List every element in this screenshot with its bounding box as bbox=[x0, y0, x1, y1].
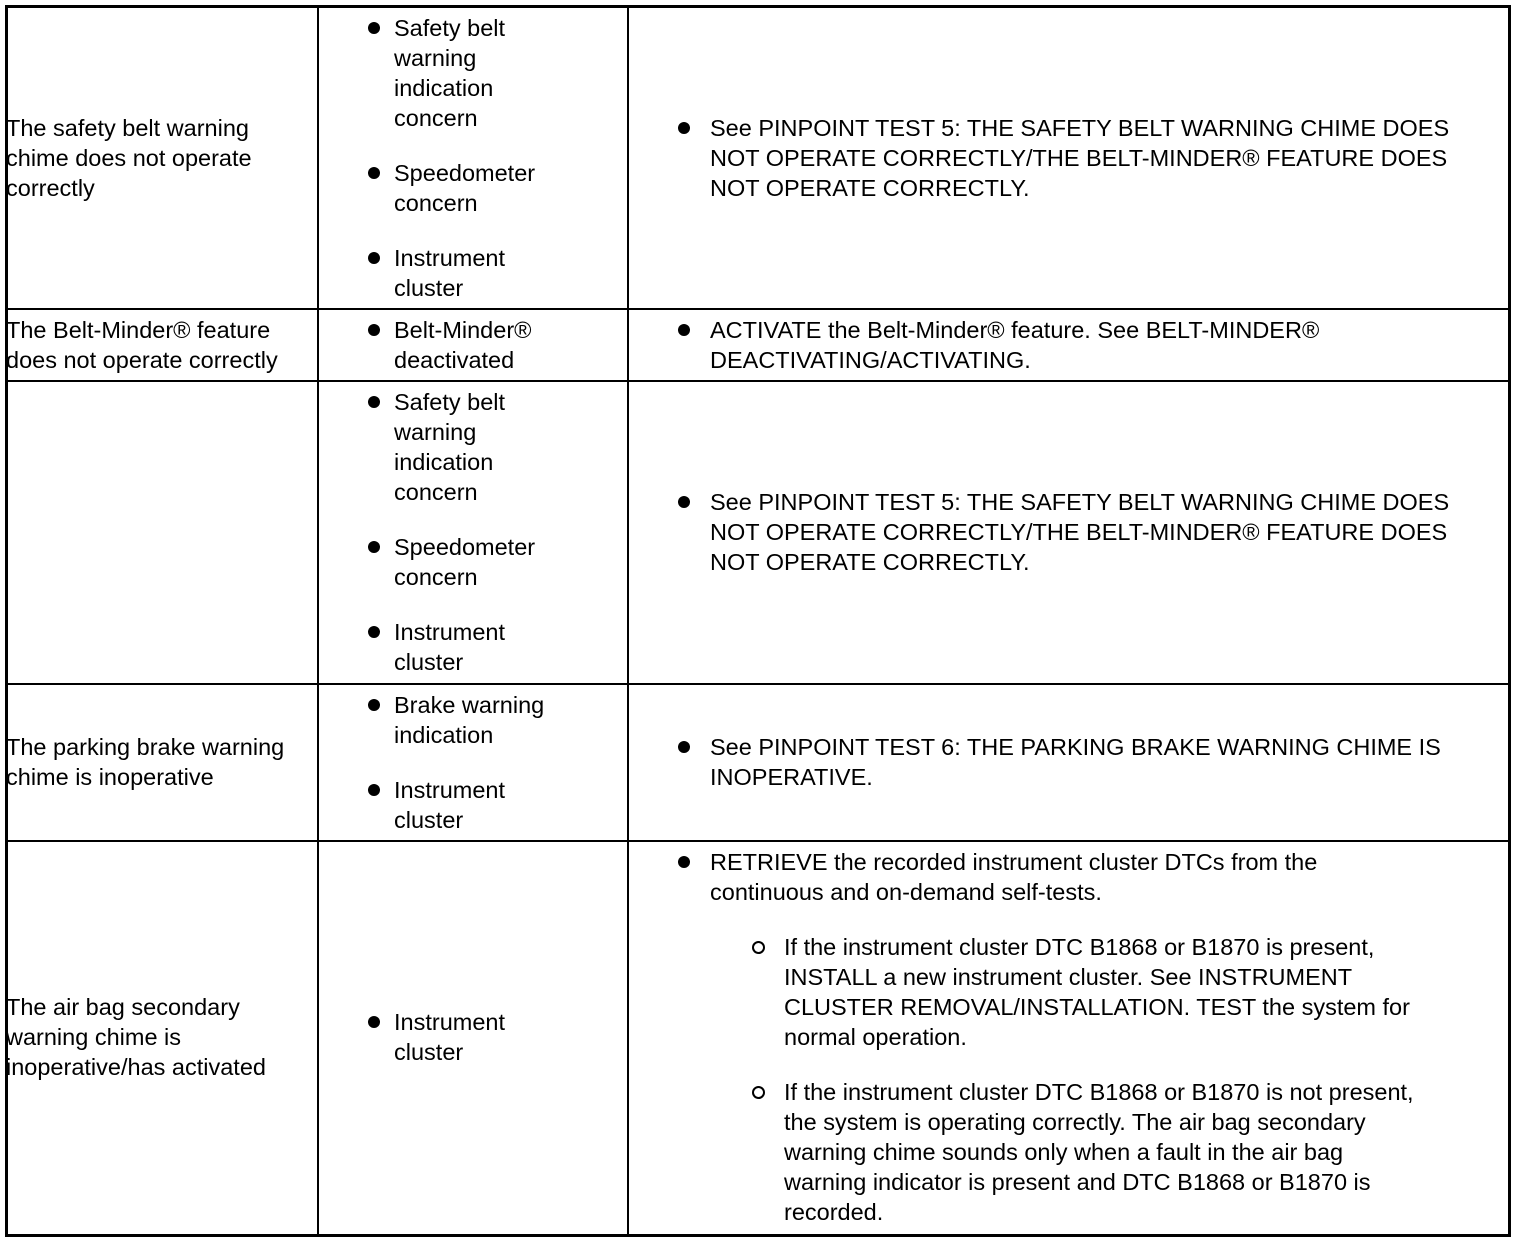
bullet-icon bbox=[368, 1016, 380, 1028]
bullet-icon bbox=[368, 699, 380, 711]
cause-cell bbox=[360, 13, 620, 303]
bullet-icon bbox=[368, 167, 380, 179]
bullet-icon bbox=[368, 324, 380, 336]
column-divider bbox=[317, 8, 319, 1234]
bullet-icon bbox=[368, 784, 380, 796]
row-divider bbox=[8, 308, 1508, 310]
action-cell bbox=[670, 315, 1460, 375]
list-item: Speedometer concern bbox=[360, 532, 620, 592]
list-item: Instrument cluster bbox=[360, 1007, 620, 1067]
bullet-icon bbox=[678, 324, 690, 336]
list-item: Safety belt warning indication concern bbox=[360, 387, 620, 507]
list-item: Instrument cluster bbox=[360, 617, 620, 677]
cause-cell bbox=[360, 387, 620, 677]
list-item: See PINPOINT TEST 5: THE SAFETY BELT WARNING CHIME DOES NOT OPERATE CORRECTLY/THE BELT-MINDER® FEATURE DOES NOT OPERATE CORRECTLY. bbox=[670, 487, 1460, 577]
row-divider bbox=[8, 840, 1508, 842]
list-item: RETRIEVE the recorded instrument cluster DTCs from the continuous and on-demand self-tests. bbox=[670, 847, 1460, 907]
cause-cell bbox=[360, 315, 620, 375]
sub-bullet-icon bbox=[752, 941, 765, 954]
action-cell bbox=[670, 847, 1460, 1227]
bullet-icon bbox=[368, 541, 380, 553]
list-item: See PINPOINT TEST 5: THE SAFETY BELT WARNING CHIME DOES NOT OPERATE CORRECTLY/THE BELT-MINDER® FEATURE DOES NOT OPERATE CORRECTLY. bbox=[670, 113, 1460, 203]
cause-cell bbox=[360, 1007, 620, 1067]
row-divider bbox=[8, 380, 1508, 382]
bullet-icon bbox=[368, 252, 380, 264]
row-divider bbox=[8, 683, 1508, 685]
list-item: Instrument cluster bbox=[360, 775, 620, 835]
action-cell bbox=[670, 113, 1460, 203]
symptom-cell: The air bag secondary warning chime is inoperative/has activated bbox=[6, 994, 266, 1080]
list-item: See PINPOINT TEST 6: THE PARKING BRAKE WARNING CHIME IS INOPERATIVE. bbox=[670, 732, 1460, 792]
bullet-icon bbox=[678, 741, 690, 753]
symptom-cell: The safety belt warning chime does not operate correctly bbox=[6, 115, 252, 201]
list-item: Safety belt warning indication concern bbox=[360, 13, 620, 133]
bullet-icon bbox=[368, 626, 380, 638]
list-item: Speedometer concern bbox=[360, 158, 620, 218]
list-item: If the instrument cluster DTC B1868 or B1870 is not present, the system is operating correctly. The air bag secondary warning chime sounds only when a fault in the air bag warning indicator is present and DTC B1868 or B1870 is recorded. bbox=[670, 1077, 1460, 1227]
bullet-icon bbox=[678, 856, 690, 868]
bullet-icon bbox=[678, 122, 690, 134]
sub-bullet-icon bbox=[752, 1086, 765, 1099]
column-divider bbox=[627, 8, 629, 1234]
list-item: ACTIVATE the Belt-Minder® feature. See BELT-MINDER® DEACTIVATING/ACTIVATING. bbox=[670, 315, 1460, 375]
list-item: If the instrument cluster DTC B1868 or B1870 is present, INSTALL a new instrument cluster. See INSTRUMENT CLUSTER REMOVAL/INSTALLATION. TEST the system for normal operation. bbox=[670, 932, 1460, 1052]
symptom-cell: The Belt-Minder® feature does not operate correctly bbox=[6, 317, 278, 373]
bullet-icon bbox=[678, 496, 690, 508]
action-cell bbox=[670, 487, 1460, 577]
bullet-icon bbox=[368, 22, 380, 34]
bullet-icon bbox=[368, 396, 380, 408]
list-item: Belt-Minder® deactivated bbox=[360, 315, 620, 375]
list-item: Instrument cluster bbox=[360, 243, 620, 303]
list-item: Brake warning indication bbox=[360, 690, 620, 750]
symptom-cell: The parking brake warning chime is inoperative bbox=[6, 734, 285, 790]
cause-cell bbox=[360, 690, 620, 835]
action-cell bbox=[670, 732, 1460, 792]
